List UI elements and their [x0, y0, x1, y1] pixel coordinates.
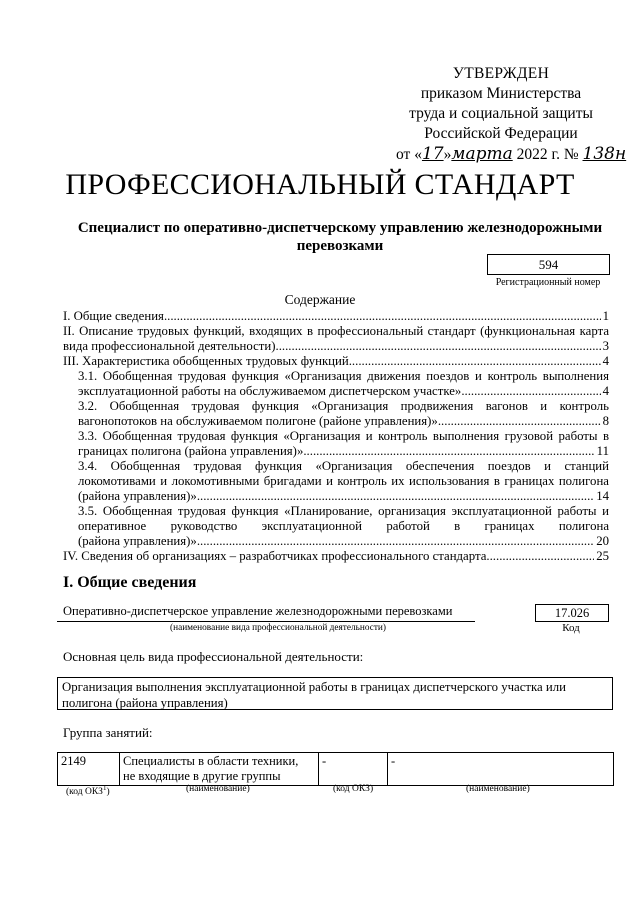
activity-underline [57, 621, 475, 622]
toc-item[interactable]: 3.3. Обобщенная трудовая функция «Организация и контроль выполнения грузовой работы в границах полигона (района управления)» ..... 11 [63, 429, 609, 459]
table-row [58, 753, 614, 786]
toc-item[interactable]: 3.2. Обобщенная трудовая функция «Организация продвижения вагонов и контроль вагонопотоков на обслуживаемом полигоне (районе управления)» ..... 8 [63, 399, 609, 429]
activity-code-box: 17.026 [535, 604, 609, 622]
approval-date-line: от «17»марта 2022 г. № 138н [396, 144, 627, 164]
document-title: ПРОФЕССИОНАЛЬНЫЙ СТАНДАРТ [65, 168, 575, 201]
approval-heading: УТВЕРЖДЕН [452, 65, 550, 82]
name-caption-a: (наименование) [186, 784, 250, 794]
approval-number: 138н [582, 144, 627, 164]
okz-name-2: - [388, 753, 614, 786]
registration-number-box: 594 [487, 254, 610, 275]
toc-heading: Содержание [284, 292, 356, 307]
approval-day: 17 [421, 144, 444, 164]
goal-label: Основная цель вида профессиональной деятельности: [63, 649, 364, 664]
approval-month: марта [451, 144, 513, 164]
toc-item[interactable]: III. Характеристика обобщенных трудовых функций ..... 4 [63, 354, 609, 369]
approval-line-1: приказом Министерства [420, 85, 582, 102]
toc-item[interactable]: 3.1. Обобщенная трудовая функция «Организация движения поездов и контроль выполнения эксплуатационной работы на обслуживаемом диспетчерском участке» ..... 4 [63, 369, 609, 399]
group-label: Группа занятий: [63, 725, 153, 740]
section-heading: I. Общие сведения [63, 574, 197, 591]
approval-line-3: Российской Федерации [424, 125, 578, 142]
registration-number-caption: Регистрационный номер [495, 277, 601, 288]
activity-caption: (наименование вида профессиональной деятельности) [170, 623, 386, 633]
okz-name-1: Специалисты в области техники, не входящие в другие группы [120, 753, 319, 786]
toc-item[interactable]: 3.4. Обобщенная трудовая функция «Организация обеспечения поездов и станций локомотивами и локомотивными бригадами и контроль их использования в границах полигона (района управления)» ..... 14 [63, 459, 609, 504]
name-caption-b: (наименование) [466, 784, 530, 794]
okz-code-caption-2: (код ОКЗ) [333, 784, 374, 794]
toc-item[interactable]: II. Описание трудовых функций, входящих в профессиональный стандарт (функциональная карта вида профессиональной деятельности) ..... 3 [63, 324, 609, 354]
okz-code-2: - [319, 753, 388, 786]
document-subtitle: Специалист по оперативно-диспетчерскому управлению железнодорожными перевозками [77, 220, 603, 254]
toc-item[interactable]: 3.5. Обобщенная трудовая функция «Планирование, организация эксплуатационной работы и оперативное руководство эксплуатационной работой в границах полигона (района управления)» ..... 20 [63, 504, 609, 549]
okz-code-caption: (код ОКЗ$^1$) [66, 784, 110, 798]
approval-line-2: труда и социальной защиты [409, 105, 593, 122]
activity-name: Оперативно-диспетчерское управление железнодорожными перевозками [63, 604, 453, 618]
toc-item[interactable]: I. Общие сведения ..... 1 [63, 309, 609, 324]
okz-code-1: 2149 [58, 753, 120, 786]
approval-year: 2022 г. № [516, 146, 579, 163]
activity-code-caption: Код [562, 622, 580, 634]
goal-box: Организация выполнения эксплуатационной работы в границах диспетчерского участка или полигона (района управления) [57, 677, 613, 710]
toc-item[interactable]: IV. Сведения об организациях – разработчиках профессионального стандарта ..... 25 [63, 549, 609, 564]
occupation-table [57, 752, 614, 786]
